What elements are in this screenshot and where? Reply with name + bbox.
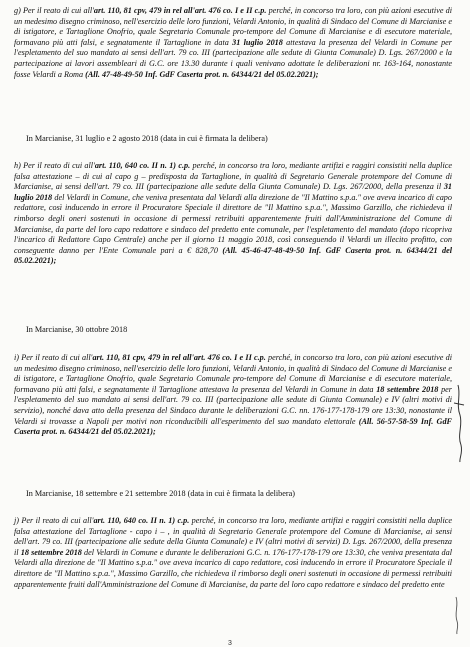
paragraph-intro: Per il reato di cui all' xyxy=(21,353,93,362)
paragraph-intro: Per il reato di cui all' xyxy=(23,161,95,170)
paragraph-reference: (All. 45-46-47-48-49-50 Inf. GdF Caserta prot. n. 64344/21 del 05.02.2021); xyxy=(14,245,452,266)
paragraph-body-1: perché, in concorso tra loro, con più azioni esecutive di un medesimo disegno criminoso, nell'esercizio delle loro funzioni, Velardi Antonio, in qualità di Sindaco del Comune di Marcianise e di istigatore, e Tartaglione Onofrio, quale Segretario Comunale pro-tempore del Comune di Marcianise e di esecutore materiale, formavano più atti falsi, e segnatamente il Tartaglione in data xyxy=(14,6,452,47)
paragraph-i xyxy=(14,353,452,438)
place-date-i: In Marcianise, 18 settembre e 21 settembre 2018 (data in cui è firmata la delibera) xyxy=(26,489,295,498)
paragraph-body-1: perché, in concorso tra loro, mediante artifizi e raggiri consistiti nella duplice falsa attestazione – di cui al capo g – predisposta da Tartaglione, in qualità di Segretario Generale protempore del Comune di Marcianise, ai sensi dell'art. 79 co. III (partecipazione alle sedute della Giunta Comunale) D. Lgs. 267/2000, della presenza il xyxy=(14,161,452,192)
paragraph-date: 31 luglio 2018 xyxy=(14,182,452,202)
paragraph-reference: (All. 56-57-58-59 Inf. GdF Caserta prot. n. 64344/21 del 05.02.2021); xyxy=(14,416,453,437)
paragraph-intro: Per il reato di cui all' xyxy=(21,516,94,525)
paragraph-article: art. 110, 81 cpv, 479 in rel all'art. 476 co. I e II c.p. xyxy=(92,353,266,362)
paragraph-letter: g) xyxy=(14,6,21,15)
paragraph-letter: h) xyxy=(14,161,21,170)
handwritten-margin-mark-2 xyxy=(449,595,463,635)
paragraph-letter: i) xyxy=(14,353,20,362)
paragraph-date: 31 luglio 2018 xyxy=(232,37,283,47)
paragraph-intro: Per il reato di cui all' xyxy=(22,6,94,15)
paragraph-body-2: del Velardi in Comune, che veniva presentata dal Velardi alla direzione de "Il Mattino s.p.a." ove aveva incarico di capo redattore, così inducendo in errore il Procuratore Speciale il direttore de "Il Mattino s.p.a.", Massimo Garzillo, che richiedeva il rimborso degli oneri sostenuti in occasione di permessi retribuiti apparentemente fruiti dall'Amministrazione del Comune di Marcianise, da parte del loro capo redattore e sindaco del predetto ente comunale, per l'espletamento del mandato (dopo ricopriva l'incarico di Redattore Capo Centrale) anche per il giorno 11 maggio 2018, così conseguendo il Velardi un illecito profitto, con conseguente danno per l'Ente Comunale pari a € 828,70 xyxy=(14,192,452,255)
paragraph-body-2: del Velardi in Comune e durante le deliberazioni G.C. n. 176-177-178-179 ore 13:30, che veniva presentata dal Velardi alla direzione de "Il Mattino s.p.a." ove aveva incarico di capo redattore, così inducendo in errore il Procuratore Speciale il direttore de "Il Mattino s.p.a.", Massimo Garzillo, che richiedeva il rimborso degli oneri sostenuti in occasione di permessi retribuiti apparentemente fruiti dall'Amministrazione del Comune di Marcianise, da parte del loro capo redattore e sindaco del predetto ente xyxy=(14,547,452,589)
paragraph-date: 18 settembre 2018 xyxy=(376,384,439,394)
paragraph-body-1: perché, in concorso tra loro, mediante artifizi e raggiri consistiti nella duplice falsa attestazione del Tartaglione - capo i – , in qualità di Segretario Generale protempore del Comune di Marcianise, ai sensi dell'art. 79 co. III (partecipazione alle sedute della Giunta Comunale) e IV (altri motivi di servizi) D. Lgs. 267/2000, della presenza il xyxy=(14,516,452,557)
paragraph-article: art. 110, 640 co. II n. 1) c.p. xyxy=(93,516,190,525)
paragraph-g xyxy=(14,6,452,80)
handwritten-margin-mark xyxy=(452,383,466,463)
paragraph-h xyxy=(14,161,452,267)
page-number: 3 xyxy=(228,640,232,647)
paragraph-article: art. 110, 640 co. II n. 1) c.p. xyxy=(94,161,191,170)
paragraph-reference: (All. 47-48-49-50 Inf. GdF Caserta prot. n. 64344/21 del 05.02.2021); xyxy=(85,69,319,79)
paragraph-letter: j) xyxy=(14,516,20,525)
paragraph-j xyxy=(14,516,452,590)
paragraph-body-1: perché, in concorso tra loro, con più azioni esecutive di un medesimo disegno criminoso, nell'esercizio delle loro funzioni, Velardi Antonio, in qualità di Sindaco del Comune di Marcianise e di istigatore, e Tartaglione Onofrio, quale Segretario Comunale pro-tempore del Comune di Marcianise e di esecutore materiale, formavano più atti falsi, e segnatamente il Tartaglione attestava la presenza del Velardi in Comune in data xyxy=(14,353,452,394)
paragraph-article: art. 110, 81 cpv, 479 in rel all'art. 476 co. I e II c.p. xyxy=(93,6,267,15)
paragraph-body-2: attestava la presenza del Velardi in Comune per l'espletamento del suo mandato ai sensi dell'art. 79 co. III (partecipazione alle sedute di Giunta Comunale) D. Lgs. 267/2000 e la partecipazione ai lavori assembleari di G.C. ore 13.30 durante i quali venivano adottate le deliberazioni nr. 163-164, nonostante fosse Velardi a Roma xyxy=(14,37,452,79)
paragraph-date: 18 settembre 2018 xyxy=(20,547,82,557)
place-date-h: In Marcianise, 30 ottobre 2018 xyxy=(26,325,128,334)
paragraph-body-2: per l'espletamento del suo mandato ai sensi dell'art. 79 co. III (partecipazione alle sedute di Giunta Comunale) e IV (altri motivi di servizio), nonché dava atto della presenza del Sindaco durante le deliberazioni G.C. nn. 176-177-178-179 ore 13:30, nonostante il Velardi si trovasse a Napoli per motivi non riconducibili all'esperimento del suo mandato elettorale xyxy=(14,384,452,426)
place-date-g: In Marcianise, 31 luglio e 2 agosto 2018 (data in cui è firmata la delibera) xyxy=(26,134,268,143)
